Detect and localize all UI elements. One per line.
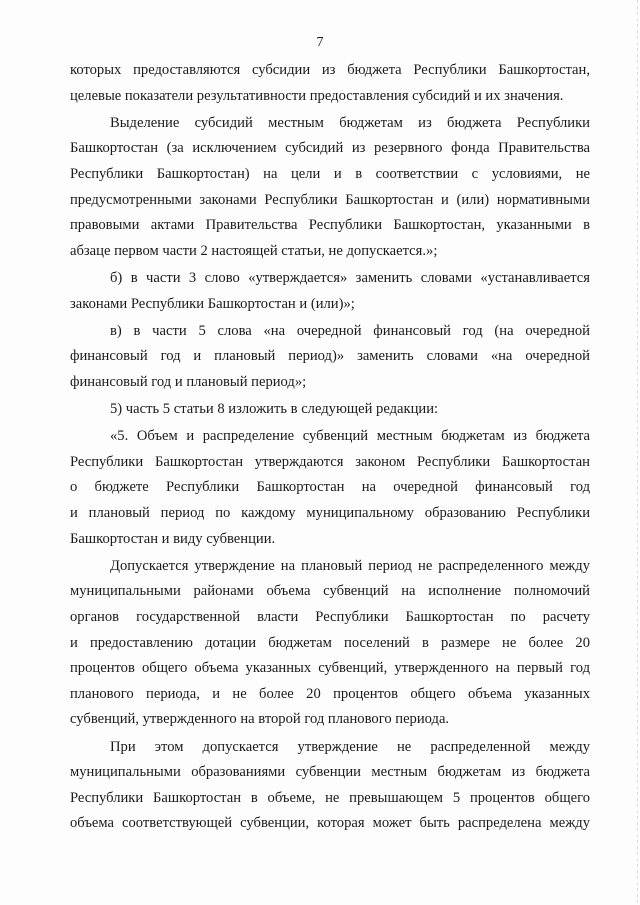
text-line: Республики Башкортостан утверждаются законом Республики Башкортостан (70, 453, 590, 470)
text-line: «5. Объем и распределение субвенций местным бюджетам из бюджета (110, 428, 590, 445)
text-line: абзаце первом части 2 настоящей статьи, не допускается.»; (70, 242, 438, 259)
paragraph (70, 397, 590, 423)
paragraph (70, 266, 590, 317)
paragraph (70, 424, 590, 552)
text-line: органов государственной власти Республики Башкортостан по расчету (70, 609, 590, 626)
paragraph (70, 58, 590, 109)
text-line: субвенций, утвержденного на второй год планового периода. (70, 711, 450, 728)
text-line: Башкортостан и виду субвенции. (70, 530, 276, 547)
text-line: и плановый период по каждому муниципальному образованию Республики (70, 505, 590, 522)
text-line: целевые показатели результативности предоставления субсидий и их значения. (70, 87, 564, 104)
text-line: планового периода, и не более 20 процентов общего объема указанных (70, 685, 590, 702)
text-line: б) в части 3 слово «утверждается» заменить словами «устанавливается (110, 269, 590, 286)
text-line: которых предоставляются субсидии из бюджета Республики Башкортостан, (70, 62, 590, 78)
text-line: муниципальными районами объема субвенций на исполнение полномочий (70, 583, 590, 600)
text-line: муниципальными образованиями субвенции местным бюджетам из бюджета (70, 764, 590, 781)
text-line: При этом допускается утверждение не распределенной между (110, 738, 590, 755)
text-line: 5) часть 5 статьи 8 изложить в следующей редакции: (110, 401, 439, 418)
paragraph (70, 319, 590, 396)
text-line: Выделение субсидий местным бюджетам из бюджета Республики (110, 114, 590, 131)
text-line: и предоставлению дотации бюджетам поселений в размере не более 20 (70, 634, 590, 651)
text-line: Башкортостан (за исключением субсидий из резервного фонда Правительства (70, 140, 590, 157)
document-body (70, 58, 590, 839)
text-line: объема соответствующей субвенции, которая может быть распределена между (70, 815, 590, 832)
text-line: предусмотренными законами Республики Башкортостан и (или) нормативными (70, 191, 590, 208)
paragraph (70, 554, 590, 733)
paragraph (70, 111, 590, 265)
paragraph (70, 735, 590, 837)
text-line: о бюджете Республики Башкортостан на очередной финансовый год (70, 479, 590, 496)
text-line: Республики Башкортостан в объеме, не превышающем 5 процентов общего (70, 789, 590, 806)
page-number: 7 (316, 35, 324, 50)
text-line: финансовый год и плановый период)» заменить словами «на очередной (70, 348, 590, 365)
text-line: процентов общего объема указанных субвенций, утвержденного на первый год (70, 660, 590, 677)
text-line: финансовый год и плановый период»; (70, 373, 307, 390)
text-line: правовыми актами Правительства Республики Башкортостан, указанными в (70, 217, 590, 234)
text-line: Допускается утверждение на плановый период не распределенного между (110, 557, 590, 574)
text-line: в) в части 5 слова «на очередной финансовый год (на очередной (110, 322, 590, 339)
text-line: Республики Башкортостан) на цели и в соответствии с условиями, не (70, 165, 590, 182)
text-line: законами Республики Башкортостан и (или)»; (70, 295, 355, 312)
scan-edge (637, 0, 638, 905)
